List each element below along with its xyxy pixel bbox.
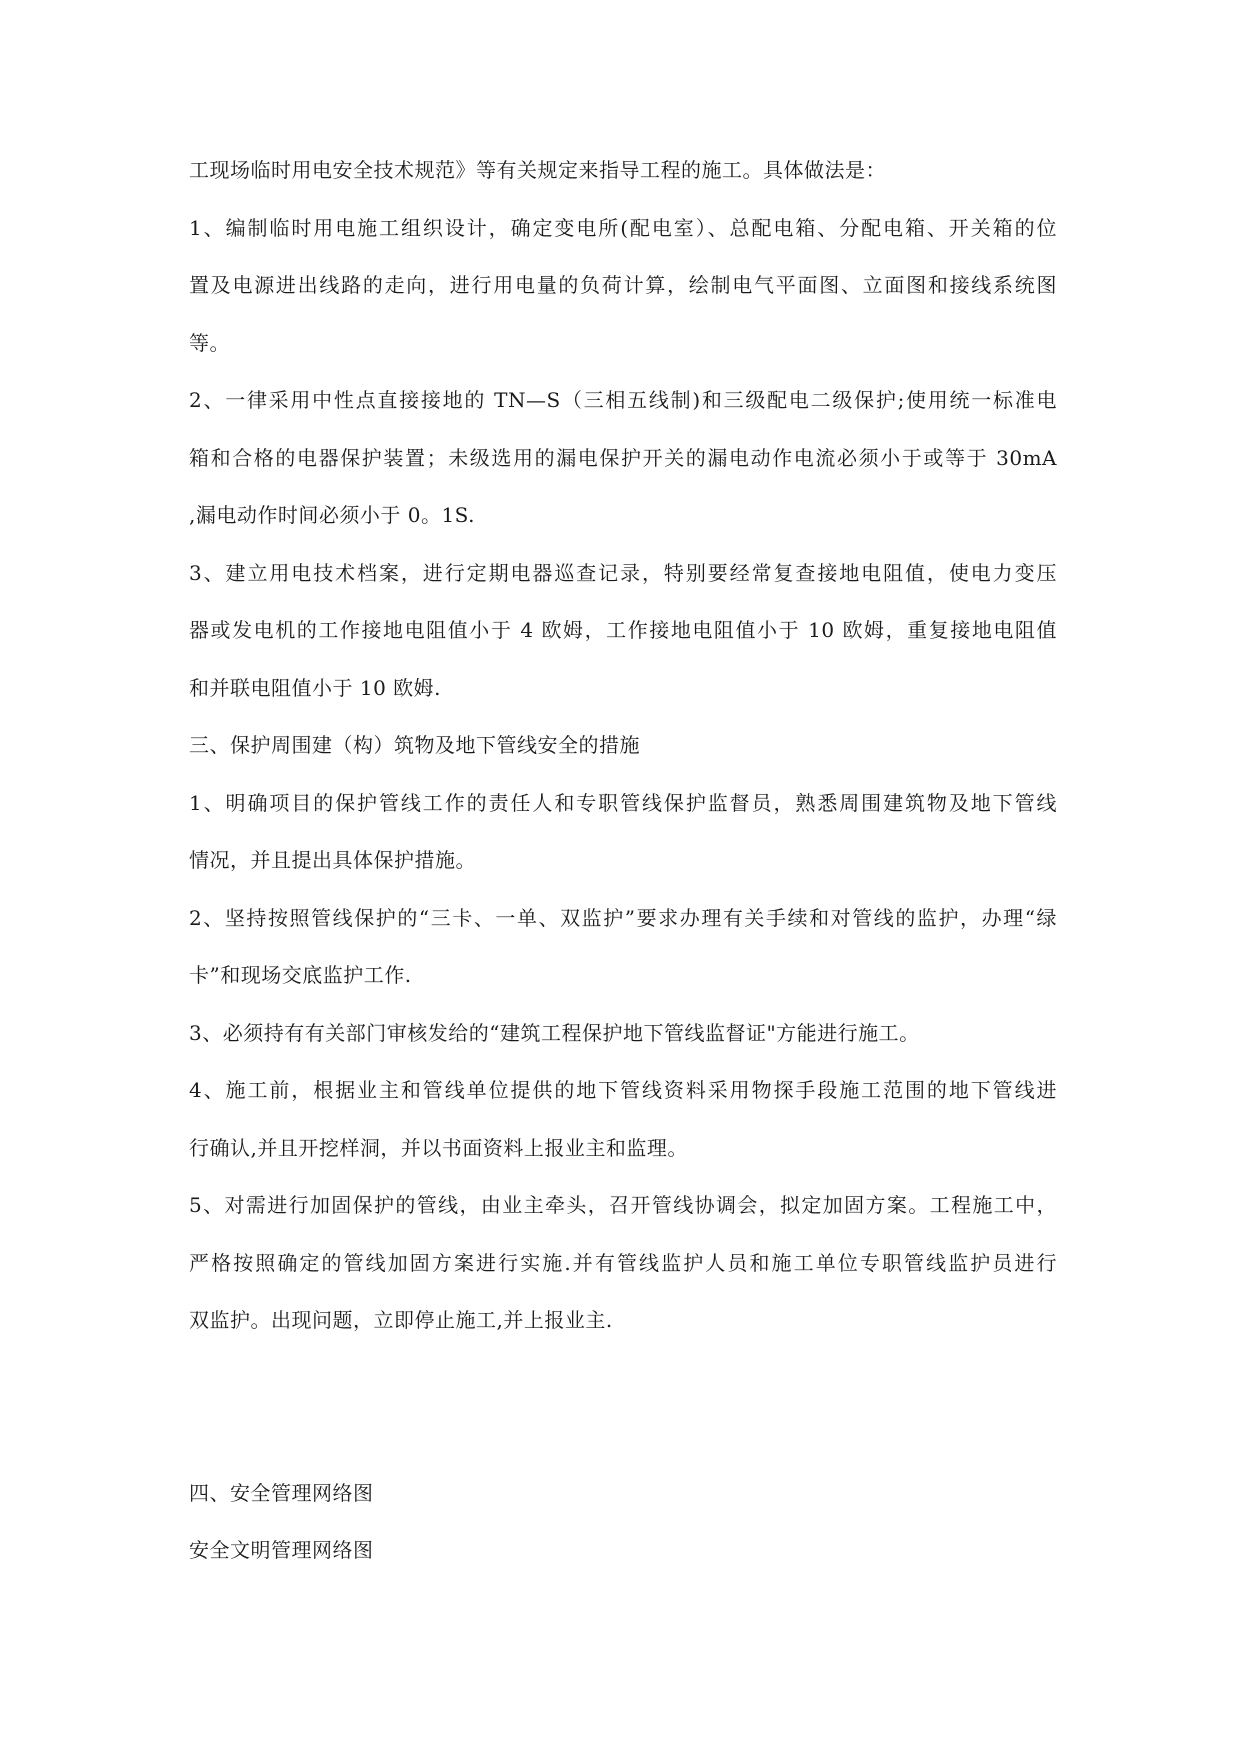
- text-line: 严格按照确定的管线加固方案进行实施.并有管线监护人员和施工单位专职管线监护员进行: [189, 1250, 1057, 1275]
- text-line: ,漏电动作时间必须小于 0。1S.: [189, 503, 476, 527]
- text-line: 器或发电机的工作接地电阻值小于 4 欧姆，工作接地电阻值小于 10 欧姆，重复接地电阻值: [189, 618, 1057, 642]
- text-line: 2、一律采用中性点直接接地的 TN—S（三相五线制)和三级配电二级保护;使用统一标准电: [189, 388, 1057, 412]
- text-line: 等。: [189, 330, 230, 355]
- text-line: 1、编制临时用电施工组织设计，确定变电所(配电室）、总配电箱、分配电箱、开关箱的位: [189, 215, 1057, 240]
- text-line: 行确认,并且开挖样洞，并以书面资料上报业主和监理。: [189, 1135, 688, 1160]
- text-line: 3、建立用电技术档案，进行定期电器巡查记录，特别要经常复查接地电阻值，使电力变压: [189, 560, 1057, 585]
- blank-spacer: [189, 1366, 1057, 1424]
- text-line: 2、坚持按照管线保护的“三卡、一单、双监护”要求办理有关手续和对管线的监护，办理“绿: [189, 905, 1057, 930]
- text-line: 4、施工前，根据业主和管线单位提供的地下管线资料采用物探手段施工范围的地下管线进: [189, 1078, 1057, 1102]
- subheading: 安全文明管理网络图: [189, 1538, 374, 1562]
- text-line: 5、对需进行加固保护的管线，由业主牵头，召开管线协调会，拟定加固方案。工程施工中，: [189, 1193, 1057, 1217]
- text-line: 置及电源进出线路的走向，进行用电量的负荷计算，绘制电气平面图、立面图和接线系统图: [189, 273, 1057, 297]
- text-line: 和并联电阻值小于 10 欧姆.: [189, 675, 442, 700]
- text-line: 1、明确项目的保护管线工作的责任人和专职管线保护监督员，熟悉周围建筑物及地下管线: [189, 790, 1057, 815]
- section-heading: 四、安全管理网络图: [189, 1480, 374, 1505]
- text-line: 箱和合格的电器保护装置；未级选用的漏电保护开关的漏电动作电流必须小于或等于 30mA: [189, 445, 1057, 470]
- blank-spacer: [189, 1423, 1057, 1481]
- section-heading: 三、保护周围建（构）筑物及地下管线安全的措施: [189, 733, 640, 757]
- text-line: 情况，并且提出具体保护措施。: [189, 848, 476, 872]
- text-line: 双监护。出现问题，立即停止施工,并上报业主.: [189, 1308, 613, 1332]
- text-line: 3、必须持有有关部门审核发给的“建筑工程保护地下管线监督证"方能进行施工。: [189, 1020, 920, 1045]
- document-body: [189, 158, 1057, 1596]
- text-line: 工现场临时用电安全技术规范》等有关规定来指导工程的施工。具体做法是：: [189, 158, 886, 182]
- text-line: 卡”和现场交底监护工作.: [189, 963, 412, 987]
